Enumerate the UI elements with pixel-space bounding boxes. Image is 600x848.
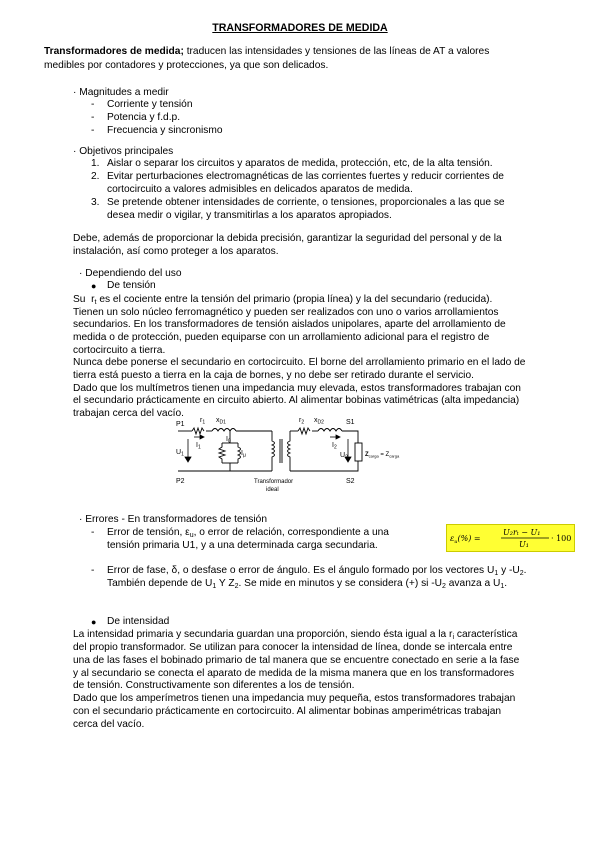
error-tension-line-1: Error de tensión, $\varepsilon_u$, o error de relación, correspondiente a una: [107, 527, 389, 539]
label-u2: $U_2$: [340, 452, 348, 461]
intro-bold-term: Transformadores de medida;: [44, 46, 184, 57]
tension-line-9: trabajan cerca del vacío.: [73, 408, 184, 419]
label-s1: S1: [346, 419, 355, 426]
label-x1: $x_{D1}$: [216, 417, 226, 426]
magnitudes-item-2: Potencia y f.d.p.: [107, 112, 181, 123]
su-pre: Su: [73, 294, 86, 305]
formula-lhs: $\varepsilon_u(\%)$ =: [450, 534, 481, 545]
tension-label: De tensión: [107, 280, 156, 291]
label-imu: $I_\mu$: [241, 450, 246, 459]
intensidad-line-3: una de las fases el bobinado primario de tal manera que se encuentre conectado en serie a la fase: [73, 655, 520, 666]
objetivo-3-line-2: desea medir o vigilar, y transmitirlas a los aparatos apropiados.: [107, 210, 392, 221]
intensidad-line-8: cerca del vacío.: [73, 719, 145, 730]
label-transformador: Transformador: [254, 479, 294, 485]
errores-heading: · Errores - En transformadores de tensión: [79, 514, 267, 525]
label-u1: $U_1$: [176, 449, 184, 458]
equivalent-circuit-diagram: [172, 399, 408, 495]
intensidad-bullet: ●: [91, 617, 97, 627]
magnitudes-heading: · Magnitudes a medir: [73, 87, 169, 98]
label-r1: $r_1$: [200, 417, 206, 426]
magnitudes-dash-1: -: [91, 99, 95, 110]
label-s2: S2: [346, 478, 355, 485]
intro-line-1: [44, 46, 489, 58]
objetivo-1-line-1: Aislar o separar los circuitos y aparatos de medida, protección, etc, de la alta tensión.: [107, 158, 493, 169]
tension-line-4: cortocircuito a tierra.: [73, 345, 166, 356]
error-dash-1: -: [91, 527, 95, 538]
tension-line-2: secundarios. En los transformadores de tensión aislados unipolares, aparte del arrollamiento de: [73, 319, 506, 330]
label-r2: $r_2$: [299, 417, 305, 426]
label-p1: P1: [176, 421, 185, 428]
objetivo-num-3: 3.: [91, 197, 100, 208]
intensidad-line-7: con el secundario prácticamente en cortocircuito. Al alimentar bobinas amperimétricas trabajan: [73, 706, 502, 717]
intensidad-line-5: de tensión. Constructivamente son diferentes a los de tensión.: [73, 680, 355, 691]
objetivo-num-2: 2.: [91, 171, 100, 182]
uso-heading: · Dependiendo del uso: [79, 268, 182, 279]
formula-factor: · 100: [551, 534, 572, 543]
tension-line-1: Tienen un solo núcleo ferromagnético y pueden ser realizados con uno o varios arrollamientos: [73, 307, 499, 318]
error-fase-line-1: Error de fase, δ, o desfase o error de ángulo. Es el ángulo formado por los vectores $U_1$ y $-U_2$.: [107, 565, 527, 577]
objetivo-2-line-2: cortocircuito a valores admisibles en delicados aparatos de medida.: [107, 184, 413, 195]
label-i1: $I_1$: [196, 442, 201, 451]
intensidad-line-6: Dado que los amperímetros tienen una impedancia muy pequeña, estos transformadores trabajan: [73, 693, 516, 704]
tension-line-3: medida o de protección, pueden equiparse con un arrollamiento adicional para el registro de: [73, 332, 490, 343]
intensidad-line-2: del propio transformador. Se utilizan para conocer la intensidad de línea, donde se intercala entre: [73, 642, 513, 653]
label-i0: $I_0$: [226, 436, 231, 445]
magnitudes-dash-2: -: [91, 112, 95, 123]
label-i2: $I_2$: [332, 442, 337, 451]
objetivo-num-1: 1.: [91, 158, 100, 169]
objetivos-heading: · Objetivos principales: [73, 146, 174, 157]
formula-numerator: U₂rₜ − U₁: [503, 528, 541, 537]
tension-line-5: Nunca debe ponerse el secundario en cortocircuito. El borne del arrollamiento primario en el lado de: [73, 357, 526, 368]
intensidad-line-4: y al secundario se conecta el aparato de medida de la misma manera que en los transformadores: [73, 668, 515, 679]
label-zcarga: $Z_{carga} = Z_{carga}$: [365, 452, 400, 459]
debe-line-2: instalación, así como proteger a los aparatos.: [73, 246, 279, 257]
error-tension-line-2: tensión primaria U1, y a una determinada carga secundaria.: [107, 540, 378, 551]
label-p2: P2: [176, 478, 185, 485]
objetivo-2-line-1: Evitar perturbaciones electromagnéticas de las corrientes fuertes y reducir corrientes de: [107, 171, 504, 182]
debe-line-1: Debe, además de proporcionar la debida precisión, garantizar la seguridad del personal y de la: [73, 233, 502, 244]
tension-su-line: [73, 294, 492, 306]
intro-line-2: medibles por contadores y protecciones, ya que son delicados.: [44, 60, 329, 71]
intensidad-label: De intensidad: [107, 616, 170, 627]
tension-line-6: tierra está puesto a tierra en la caja de bornes, y no debe ser retirado durante el servicio.: [73, 370, 474, 381]
tension-line-8: el secundario prácticamente en circuito abierto. Al alimentar bobinas vatimétricas (alta impedancia): [73, 395, 520, 406]
error-formula-box: [446, 524, 575, 552]
objetivo-3-line-1: Se pretende obtener intensidades de corriente, o tensiones, proporcionales a las que se: [107, 197, 505, 208]
label-ideal: ideal: [266, 487, 279, 493]
tension-line-7: Dado que los multímetros tienen una impedancia muy elevada, estos transformadores trabajan con: [73, 383, 521, 394]
intensidad-line-1: La intensidad primaria y secundaria guardan una proporción, siendo ésta igual a la $r_i$ característica: [73, 629, 518, 641]
error-dash-2: -: [91, 565, 95, 576]
su-post: es el cociente entre la tensión del primario (propia línea) y la del secundario (reducida).: [99, 294, 493, 305]
error-fase-line-2: También depende de $U_1$ Y $Z_2$. Se mide en minutos y se considera (+) si $-U_2$ avanza a $U_1$.: [107, 578, 508, 590]
magnitudes-dash-3: -: [91, 125, 95, 136]
magnitudes-item-3: Frecuencia y sincronismo: [107, 125, 223, 136]
tension-bullet: ●: [91, 281, 97, 291]
intro-text-1: traducen las intensidades y tensiones de las líneas de AT a valores: [186, 46, 490, 57]
label-x2: $x_{D2}$: [314, 417, 324, 426]
magnitudes-item-1: Corriente y tensión: [107, 99, 193, 110]
page-title: TRANSFORMADORES DE MEDIDA: [212, 22, 388, 34]
formula-denominator: U₁: [519, 540, 529, 549]
rt-symbol: $r_t$: [91, 294, 97, 306]
